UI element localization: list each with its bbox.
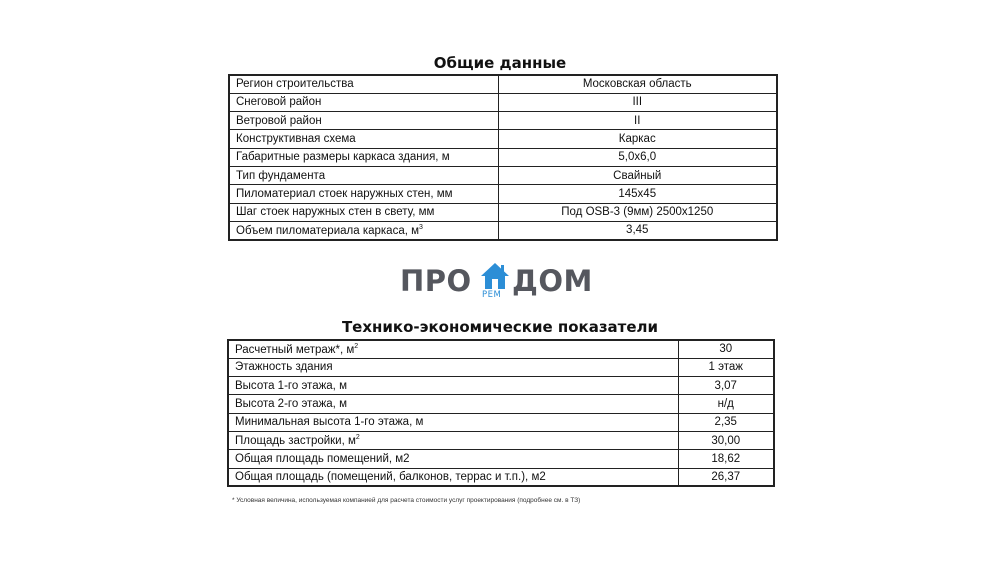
row-value: Московская область (498, 75, 777, 93)
row-value: 1 этаж (678, 358, 774, 376)
row-label: Шаг стоек наружных стен в свету, мм (229, 203, 498, 221)
row-value: Каркас (498, 130, 777, 148)
row-label: Высота 2-го этажа, м (228, 395, 678, 413)
indicator-row (228, 413, 774, 431)
general-data-row (229, 166, 777, 184)
indicator-row (228, 340, 774, 358)
row-value: II (498, 112, 777, 130)
indicator-row (228, 450, 774, 468)
row-label: Площадь застройки, $м^2$ (228, 431, 678, 449)
row-value: 3,07 (678, 377, 774, 395)
row-label: Ветровой район (229, 112, 498, 130)
row-value: 18,62 (678, 450, 774, 468)
row-value: 145х45 (498, 185, 777, 203)
logo-subtext: РЕМ (482, 290, 502, 300)
row-value: 30 (678, 340, 774, 358)
indicator-row (228, 377, 774, 395)
general-data-row (229, 185, 777, 203)
row-label: Общая площадь (помещений, балконов, террас и т.п.), м2 (228, 468, 678, 486)
indicator-row (228, 431, 774, 449)
row-label: Минимальная высота 1-го этажа, м (228, 413, 678, 431)
general-data-row (229, 130, 777, 148)
row-label: Этажность здания (228, 358, 678, 376)
row-value: н/д (678, 395, 774, 413)
row-label: Объем пиломатериала каркаса, $м^3$ (229, 221, 498, 239)
logo (400, 262, 600, 304)
unit-superscript: 3 (419, 223, 423, 231)
logo-text-left: ПРО (400, 264, 472, 298)
unit-superscript: 2 (354, 342, 359, 350)
row-value: 3,45 (498, 221, 777, 239)
row-value: 5,0х6,0 (498, 148, 777, 166)
general-data-table (228, 74, 778, 241)
general-data-row (229, 203, 777, 221)
row-label: Снеговой район (229, 93, 498, 111)
logo-text-right: ДОМ (512, 264, 593, 298)
row-label: Пиломатериал стоек наружных стен, мм (229, 185, 498, 203)
row-value: Под OSB-3 (9мм) 2500х1250 (498, 203, 777, 221)
section-title-general: Общие данные (433, 54, 567, 72)
row-label: Высота 1-го этажа, м (228, 377, 678, 395)
general-data-row (229, 221, 777, 239)
row-label: Тип фундамента (229, 166, 498, 184)
row-label: Расчетный метраж*, $м^2$ (228, 340, 678, 358)
general-data-row (229, 148, 777, 166)
row-value: III (498, 93, 777, 111)
house-icon (480, 262, 510, 290)
row-value: 30,00 (678, 431, 774, 449)
row-label: Габаритные размеры каркаса здания, м (229, 148, 498, 166)
unit-superscript: 2 (355, 434, 360, 442)
indicator-row (228, 358, 774, 376)
row-label: Общая площадь помещений, м2 (228, 450, 678, 468)
row-value: Свайный (498, 166, 777, 184)
general-data-row (229, 75, 777, 93)
row-value: 2,35 (678, 413, 774, 431)
footnote: * Условная величина, используемая компанией для расчета стоимости услуг проектирования (подробнее см. в ТЗ) (232, 497, 581, 504)
row-value: 26,37 (678, 468, 774, 486)
general-data-row (229, 112, 777, 130)
section-title-indicators: Технико-экономические показатели (341, 318, 659, 336)
row-label: Регион строительства (229, 75, 498, 93)
indicators-table (227, 339, 775, 487)
general-data-row (229, 93, 777, 111)
indicator-row (228, 468, 774, 486)
row-label: Конструктивная схема (229, 130, 498, 148)
indicator-row (228, 395, 774, 413)
